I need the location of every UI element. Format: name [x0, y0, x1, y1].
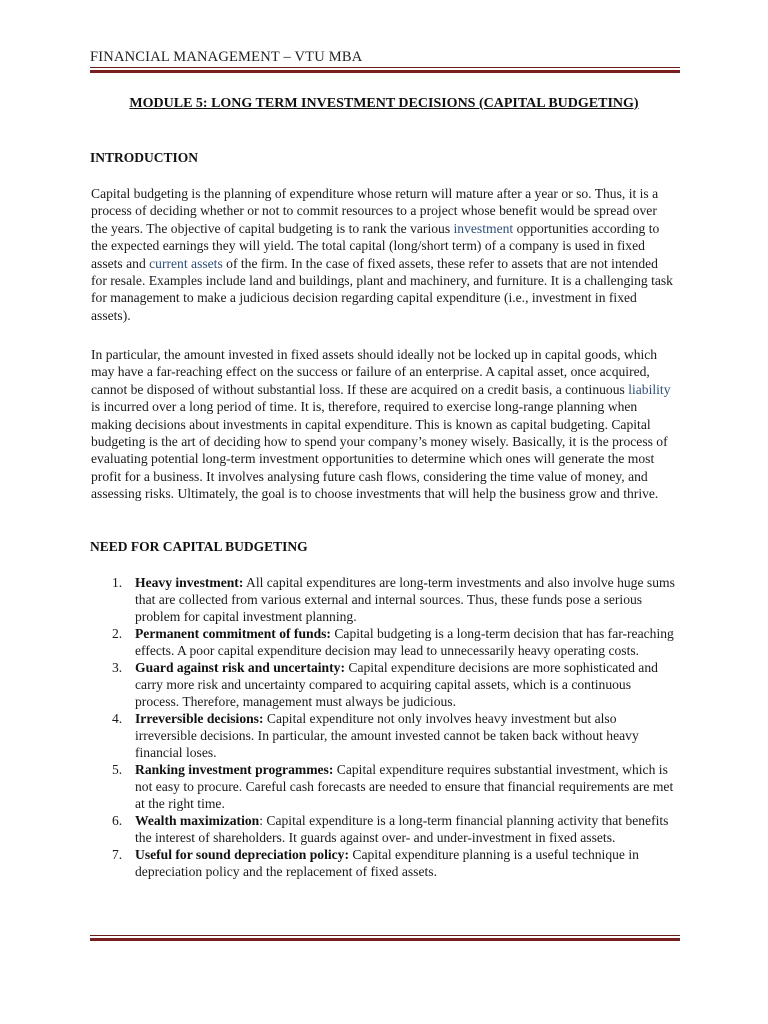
list-item-title: Ranking investment programmes:	[135, 762, 334, 777]
header-rule	[90, 67, 680, 73]
current-assets-link[interactable]: current assets	[149, 255, 223, 271]
list-item	[112, 761, 677, 812]
list-item-title: Permanent commitment of funds:	[135, 626, 331, 641]
list-item-text: Capital expenditure not only involves heavy investment but also irreversible decisions. In particular, the amount invested cannot be taken back without heavy financial loses.	[135, 711, 639, 760]
footer-rule	[90, 935, 680, 941]
list-item-text: All capital expenditures are long-term investments and also involve huge sums that are collected from various external and internal sources. Thus, these funds pose a serious problem for capital investment planning.	[135, 575, 675, 624]
need-heading: NEED FOR CAPITAL BUDGETING	[90, 539, 308, 554]
running-header: FINANCIAL MANAGEMENT – VTU MBA	[90, 49, 363, 65]
list-item-text: Capital expenditure decisions are more sophisticated and carry more risk and uncertainty compared to acquiring capital assets, which is a continuous process. Therefore, management must always be judicious.	[135, 660, 658, 709]
list-number: 1.	[112, 575, 123, 590]
introduction-paragraph-2: In particular, the amount invested in fixed assets should ideally not be locked up in capital goods, which may have a far-reaching effect on the success or failure of an enterprise. A capital asset, once acquired, cannot be disposed of without substantial loss. If these are acquired on a credit basis, a continuous liability is incurred over a long period of time. It is, therefore, required to exercise long-range planning when making decisions about investments in capital expenditure. This is known as capital budgeting. Capital budgeting is the art of deciding how to spend your company’s money wisely. Basically, it is the process of evaluating potential long-term investment opportunities to determine which ones will generate the most profit for a business. It involves analysing future cash flows, considering the time value of money, and assessing risks. Ultimately, the goal is to choose investments that will help the business grow and thrive.	[91, 347, 671, 502]
list-item-text: : Capital expenditure is a long-term financial planning activity that benefits the interest of shareholders. It guards against over- and under-investment in fixed assets.	[135, 813, 669, 845]
need-list	[112, 574, 677, 880]
list-number: 6.	[112, 813, 123, 828]
list-number: 7.	[112, 847, 123, 862]
introduction-heading: INTRODUCTION	[90, 150, 199, 165]
list-number: 5.	[112, 762, 123, 777]
investment-link[interactable]: investment	[453, 220, 514, 236]
introduction-paragraph-1: Capital budgeting is the planning of expenditure whose return will mature after a year or so. Thus, it is a process of deciding whether or not to commit resources to a project whose benefit would be spread over the years. The objective of capital budgeting is to rank the various investment opportunities according to the expected earnings they will yield. The total capital (long/short term) of a company is used in fixed assets and current assets of the firm. In the case of fixed assets, these refer to assets that are not intended for resale. Examples include land and buildings, plant and machinery, and furniture. It is a challenging task for management to make a judicious decision regarding capital expenditure (i.e., investment in fixed assets).	[91, 186, 673, 323]
list-item-title: Irreversible decisions:	[135, 711, 264, 726]
list-item	[112, 659, 677, 710]
list-item-text: Capital expenditure requires substantial investment, which is not easy to procure. Careful cash forecasts are needed to ensure that financial requirements are met at the right time.	[135, 762, 674, 811]
list-item-text: Capital expenditure planning is a useful technique in depreciation policy and the replacement of fixed assets.	[135, 847, 639, 879]
list-item	[112, 574, 677, 625]
list-number: 3.	[112, 660, 123, 675]
list-item-title: Useful for sound depreciation policy:	[135, 847, 349, 862]
list-item-title: Wealth maximization	[135, 813, 260, 828]
list-item-text: Capital budgeting is a long-term decision that has far-reaching effects. A poor capital expenditure decision may lead to unnecessarily heavy operating costs.	[135, 626, 674, 658]
list-number: 4.	[112, 711, 123, 726]
list-item-title: Heavy investment:	[135, 575, 244, 590]
list-item	[112, 710, 677, 761]
list-number: 2.	[112, 626, 123, 641]
list-item	[112, 812, 677, 846]
list-item	[112, 846, 677, 880]
module-title: MODULE 5: LONG TERM INVESTMENT DECISIONS (CAPITAL BUDGETING)	[129, 96, 639, 111]
list-item-title: Guard against risk and uncertainty:	[135, 660, 345, 675]
liability-link[interactable]: liability	[628, 381, 671, 397]
list-item	[112, 625, 677, 659]
